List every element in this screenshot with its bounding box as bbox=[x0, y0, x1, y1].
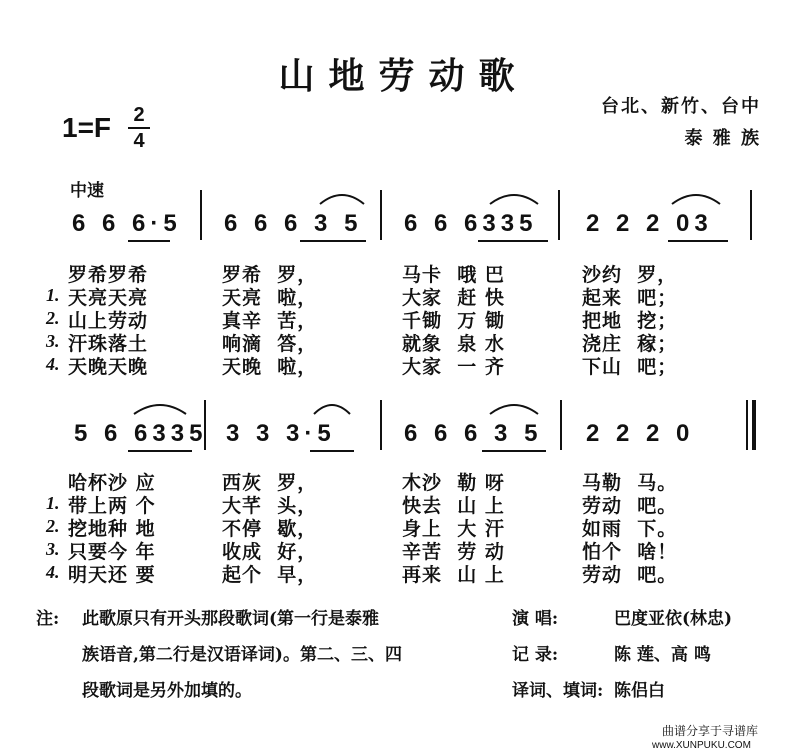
note-label: 注: bbox=[36, 609, 60, 629]
final-barline bbox=[752, 400, 756, 450]
note-line: 段歌词是另外加填的。 bbox=[82, 681, 252, 701]
lyric: 千锄 万 锄 bbox=[402, 310, 505, 332]
measure: 6 6 6 3 5 bbox=[224, 210, 363, 237]
lyric: 快去 山 上 bbox=[402, 495, 505, 517]
lyric: 天亮 啦， bbox=[222, 287, 318, 309]
lyric: 劳动 吧。 bbox=[582, 564, 678, 586]
lyric: 只要今 年 bbox=[68, 541, 156, 563]
page-title: 山地劳动歌 bbox=[278, 55, 529, 97]
verse-number: 3. bbox=[46, 539, 60, 559]
lyric: 大家 赶 快 bbox=[402, 287, 505, 309]
tempo-marking: 中速 bbox=[70, 181, 104, 201]
lyric: 就象 泉 水 bbox=[402, 333, 505, 355]
note-line: 族语音,第二行是汉语译词)。第二、三、四 bbox=[82, 645, 402, 665]
lyric: 收成 好， bbox=[222, 541, 318, 563]
lyric: 下山 吧； bbox=[582, 356, 678, 378]
lyric: 天晚天晚 bbox=[68, 356, 149, 378]
lyric: 天晚 啦， bbox=[222, 356, 318, 378]
measure: 2 2 2 03 bbox=[586, 210, 713, 237]
beam-line bbox=[482, 450, 546, 452]
barline bbox=[380, 400, 382, 450]
performer-label: 演 唱: bbox=[512, 609, 559, 629]
lyric: 带上两 个 bbox=[68, 495, 156, 517]
key-signature: 1=F bbox=[62, 112, 112, 143]
lyric: 不停 歇， bbox=[222, 518, 318, 540]
lyric: 罗希 罗， bbox=[222, 264, 318, 286]
lyric: 如雨 下。 bbox=[582, 518, 678, 540]
barline bbox=[380, 190, 382, 240]
lyric: 汗珠落土 bbox=[68, 333, 149, 355]
measure: 6 6 6 3 5 bbox=[404, 420, 543, 447]
watermark-url: www.XUNPUKU.COM bbox=[652, 740, 751, 751]
fraction-bar bbox=[128, 127, 150, 129]
slur bbox=[670, 190, 722, 206]
lyric: 哈杯沙 应 bbox=[68, 472, 156, 494]
lyric: 马勒 马。 bbox=[582, 472, 678, 494]
barline bbox=[558, 190, 560, 240]
measure: 6 6 6335 bbox=[404, 210, 538, 237]
lyric: 木沙 勒 呀 bbox=[402, 472, 505, 494]
lyric: 天亮天亮 bbox=[68, 287, 149, 309]
lyricist-label: 译词、填词: bbox=[512, 681, 604, 701]
beam-line bbox=[300, 240, 366, 242]
time-signature-bottom: 4 bbox=[133, 130, 145, 152]
beam-line bbox=[310, 450, 354, 452]
barline bbox=[750, 190, 752, 240]
lyric: 大芊 头， bbox=[222, 495, 318, 517]
lyric: 沙约 罗， bbox=[582, 264, 678, 286]
verse-number: 2. bbox=[46, 308, 60, 328]
performer-value: 巴度亚依(林忠) bbox=[614, 609, 733, 629]
measure: 2 2 2 0 bbox=[586, 420, 695, 447]
recorder-value: 陈 莲、高 鸣 bbox=[614, 645, 711, 665]
lyric: 起来 吧； bbox=[582, 287, 678, 309]
verse-number: 3. bbox=[46, 331, 60, 351]
beam-line bbox=[128, 240, 170, 242]
lyric: 挖地种 地 bbox=[68, 518, 156, 540]
lyric: 山上劳动 bbox=[68, 310, 149, 332]
slur bbox=[318, 190, 366, 206]
verse-number: 1. bbox=[46, 285, 60, 305]
barline bbox=[560, 400, 562, 450]
verse-number: 4. bbox=[46, 354, 60, 374]
lyric: 再来 山 上 bbox=[402, 564, 505, 586]
lyric: 明天还 要 bbox=[68, 564, 156, 586]
barline bbox=[746, 400, 748, 450]
lyric: 大家 一 齐 bbox=[402, 356, 505, 378]
beam-line bbox=[478, 240, 548, 242]
time-signature-top: 2 bbox=[133, 104, 145, 126]
note-line: 此歌原只有开头那段歌词(第一行是泰雅 bbox=[82, 609, 380, 629]
lyric: 起个 早， bbox=[222, 564, 318, 586]
lyric: 怕个 啥！ bbox=[582, 541, 678, 563]
verse-number: 4. bbox=[46, 562, 60, 582]
lyric: 把地 挖； bbox=[582, 310, 678, 332]
recorder-label: 记 录: bbox=[512, 645, 559, 665]
lyric: 身上 大 汗 bbox=[402, 518, 505, 540]
lyric: 西灰 罗， bbox=[222, 472, 318, 494]
measure: 5 6 6335 bbox=[74, 420, 208, 447]
verse-number: 2. bbox=[46, 516, 60, 536]
time-signature bbox=[128, 104, 150, 152]
lyric: 马卡 哦 巴 bbox=[402, 264, 505, 286]
credit-ethnic-group: 泰 雅 族 bbox=[684, 128, 761, 149]
lyric: 劳动 吧。 bbox=[582, 495, 678, 517]
lyricist-value: 陈侣白 bbox=[614, 681, 665, 701]
lyric: 辛苦 劳 动 bbox=[402, 541, 505, 563]
lyric: 响滴 答， bbox=[222, 333, 318, 355]
watermark: 曲谱分享于寻谱库 bbox=[662, 724, 759, 738]
credit-region: 台北、新竹、台中 bbox=[601, 96, 761, 117]
verse-number: 1. bbox=[46, 493, 60, 513]
lyric: 真辛 苦， bbox=[222, 310, 318, 332]
lyric: 罗希罗希 bbox=[68, 264, 149, 286]
slur bbox=[132, 400, 188, 416]
lyric: 浇庄 稼； bbox=[582, 333, 678, 355]
measure: 6 6 6·5 bbox=[72, 210, 182, 237]
slur bbox=[488, 400, 540, 416]
beam-line bbox=[128, 450, 192, 452]
slur bbox=[312, 400, 352, 416]
slur bbox=[488, 190, 540, 206]
barline bbox=[200, 190, 202, 240]
beam-line bbox=[668, 240, 728, 242]
measure: 3 3 3·5 bbox=[226, 420, 336, 447]
